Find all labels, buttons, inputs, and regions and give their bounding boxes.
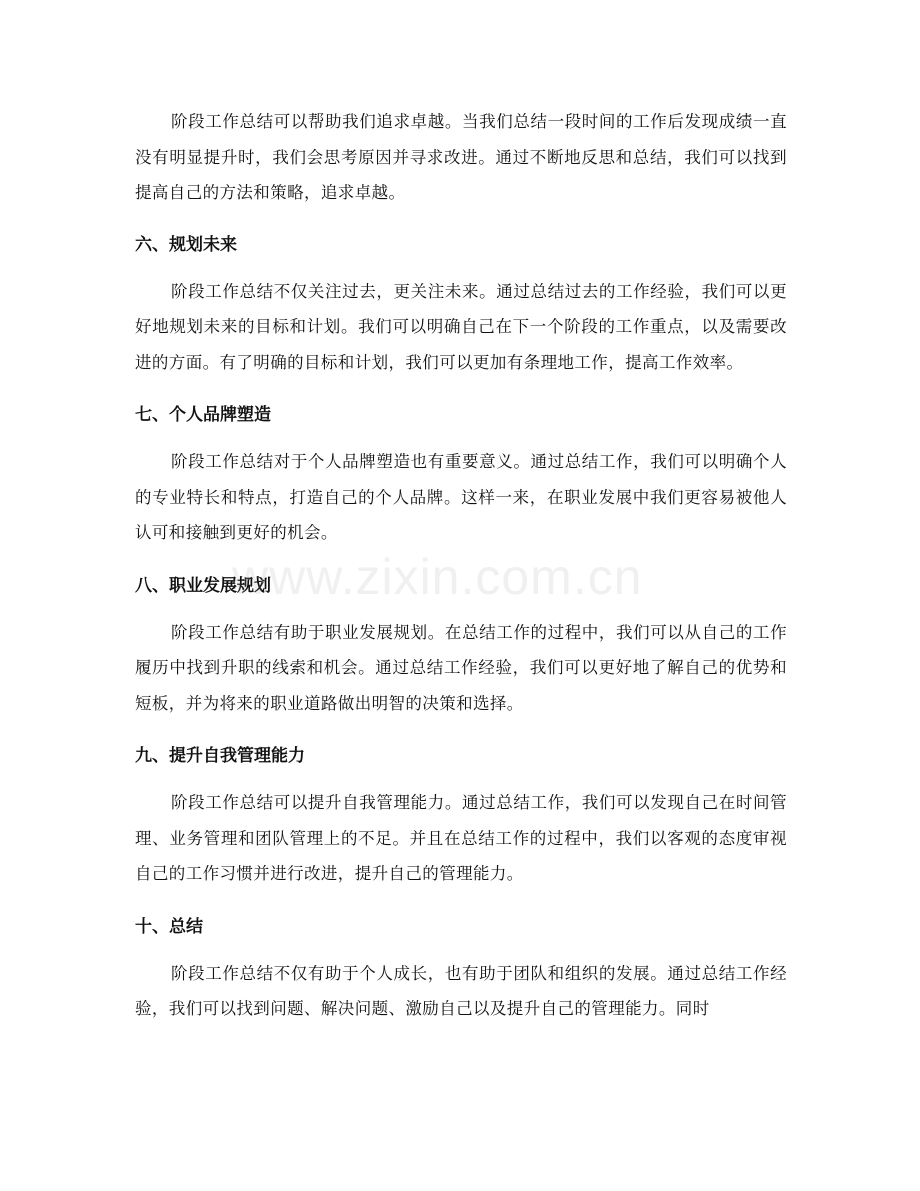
heading-plan-future: 六、规划未来 (135, 234, 237, 255)
heading-self-management: 九、提升自我管理能力 (135, 746, 305, 766)
paragraph-personal-brand: 阶段工作总结对于个人品牌塑造也有重要意义。通过总结工作，我们可以明确个人的专业特长和特点，打造自己的个人品牌。这样一来，在职业发展中我们更容易被他人认可和接触到更好的机会。 (135, 452, 787, 542)
heading-summary: 十、总结 (135, 916, 203, 937)
heading-personal-brand: 七、个人品牌塑造 (135, 405, 271, 425)
paragraph-plan-future: 阶段工作总结不仅关注过去，更关注未来。通过总结过去的工作经验，我们可以更好地规划未来的目标和计划。我们可以明确自己在下一个阶段的工作重点，以及需要改进的方面。有了明确的目标和计划，我们可以更加有条理地工作，提高工作效率。 (135, 281, 787, 372)
paragraph-pursue-excellence: 阶段工作总结可以帮助我们追求卓越。当我们总结一段时间的工作后发现成绩一直没有明显提升时，我们会思考原因并寻求改进。通过不断地反思和总结，我们可以找到提高自己的方法和策略，追求卓越。 (135, 112, 787, 202)
paragraph-self-management: 阶段工作总结可以提升自我管理能力。通过总结工作，我们可以发现自己在时间管理、业务管理和团队管理上的不足。并且在总结工作的过程中，我们以客观的态度审视自己的工作习惯并进行改进，提升自己的管理能力。 (135, 793, 787, 883)
watermark: www.zixin.com.cn (232, 549, 643, 605)
paragraph-summary: 阶段工作总结不仅有助于个人成长，也有助于团队和组织的发展。通过总结工作经验，我们可以找到问题、解决问题、激励自己以及提升自己的管理能力。同时 (135, 963, 787, 1018)
document-content (135, 104, 787, 1027)
paragraph-career-plan: 阶段工作总结有助于职业发展规划。在总结工作的过程中，我们可以从自己的工作履历中找到升职的线索和机会。通过总结工作经验，我们可以更好地了解自己的优势和短板，并为将来的职业道路做出明智的决策和选择。 (135, 622, 787, 713)
heading-career-plan: 八、职业发展规划 (135, 575, 271, 596)
